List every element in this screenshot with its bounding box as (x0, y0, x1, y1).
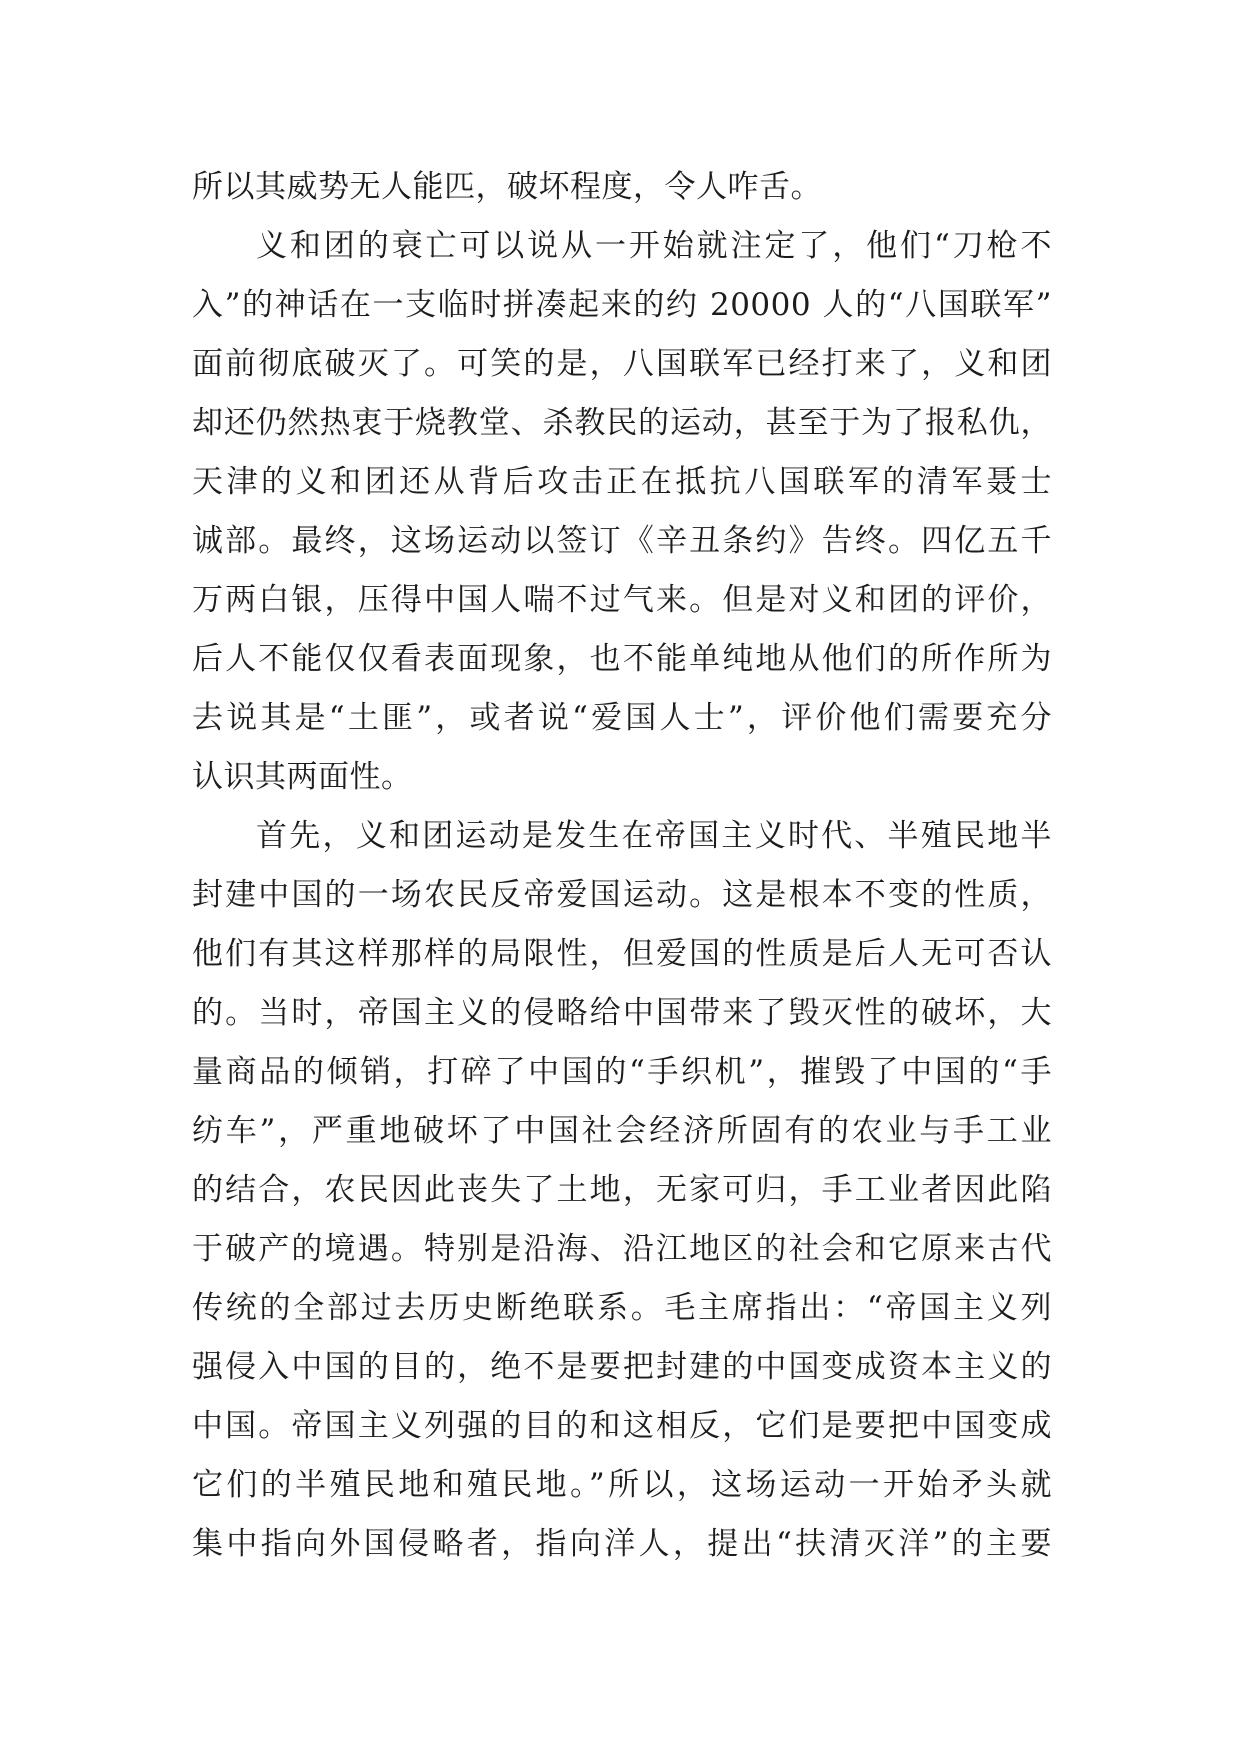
paragraph-line: 他们有其这样那样的局限性，但爱国的性质是后人无可否认 (192, 936, 1052, 972)
paragraph-line: 集中指向外国侵略者，指向洋人，提出“扶清灭洋”的主要 (192, 1526, 1052, 1562)
paragraph-line: 却还仍然热衷于烧教堂、杀教民的运动，甚至于为了报私仇， (192, 405, 1052, 441)
paragraph-line: 所以其威势无人能匹，破坏程度，令人咋舌。 (192, 169, 822, 205)
paragraph-line: 的结合，农民因此丧失了土地，无家可归，手工业者因此陷 (192, 1172, 1052, 1208)
paragraph-line: 诚部。最终，这场运动以签订《辛丑条约》告终。四亿五千 (192, 523, 1052, 559)
paragraph-line: 中国。帝国主义列强的目的和这相反，它们是要把中国变成 (192, 1408, 1052, 1444)
paragraph-line: 于破产的境遇。特别是沿海、沿江地区的社会和它原来古代 (192, 1231, 1052, 1267)
paragraph-line: 封建中国的一场农民反帝爱国运动。这是根本不变的性质， (192, 877, 1052, 913)
paragraph-line: 首先，义和团运动是发生在帝国主义时代、半殖民地半 (256, 818, 1052, 854)
paragraph-line: 后人不能仅仅看表面现象，也不能单纯地从他们的所作所为 (192, 641, 1052, 677)
paragraph-line: 面前彻底破灭了。可笑的是，八国联军已经打来了，义和团 (192, 346, 1052, 382)
paragraph-line: 去说其是“土匪”，或者说“爱国人士”，评价他们需要充分 (192, 700, 1052, 736)
paragraph-line: 强侵入中国的目的，绝不是要把封建的中国变成资本主义的 (192, 1349, 1052, 1385)
paragraph-line: 传统的全部过去历史断绝联系。毛主席指出：“帝国主义列 (192, 1290, 1052, 1326)
paragraph-line: 认识其两面性。 (192, 759, 413, 795)
paragraph-line: 义和团的衰亡可以说从一开始就注定了，他们“刀枪不 (256, 228, 1052, 264)
paragraph-line: 天津的义和团还从背后攻击正在抵抗八国联军的清军聂士 (192, 464, 1052, 500)
paragraph-line: 量商品的倾销，打碎了中国的“手织机”，摧毁了中国的“手 (192, 1054, 1052, 1090)
paragraph-line: 它们的半殖民地和殖民地。”所以，这场运动一开始矛头就 (192, 1467, 1052, 1503)
paragraph-line: 万两白银，压得中国人喘不过气来。但是对义和团的评价， (192, 582, 1052, 618)
body-text (192, 158, 1052, 1574)
paragraph-line: 的。当时，帝国主义的侵略给中国带来了毁灭性的破坏，大 (192, 995, 1052, 1031)
paragraph-line: 纺车”，严重地破坏了中国社会经济所固有的农业与手工业 (192, 1113, 1052, 1149)
paragraph-line: 入”的神话在一支临时拼凑起来的约 20000 人的“八国联军” (192, 287, 1052, 323)
